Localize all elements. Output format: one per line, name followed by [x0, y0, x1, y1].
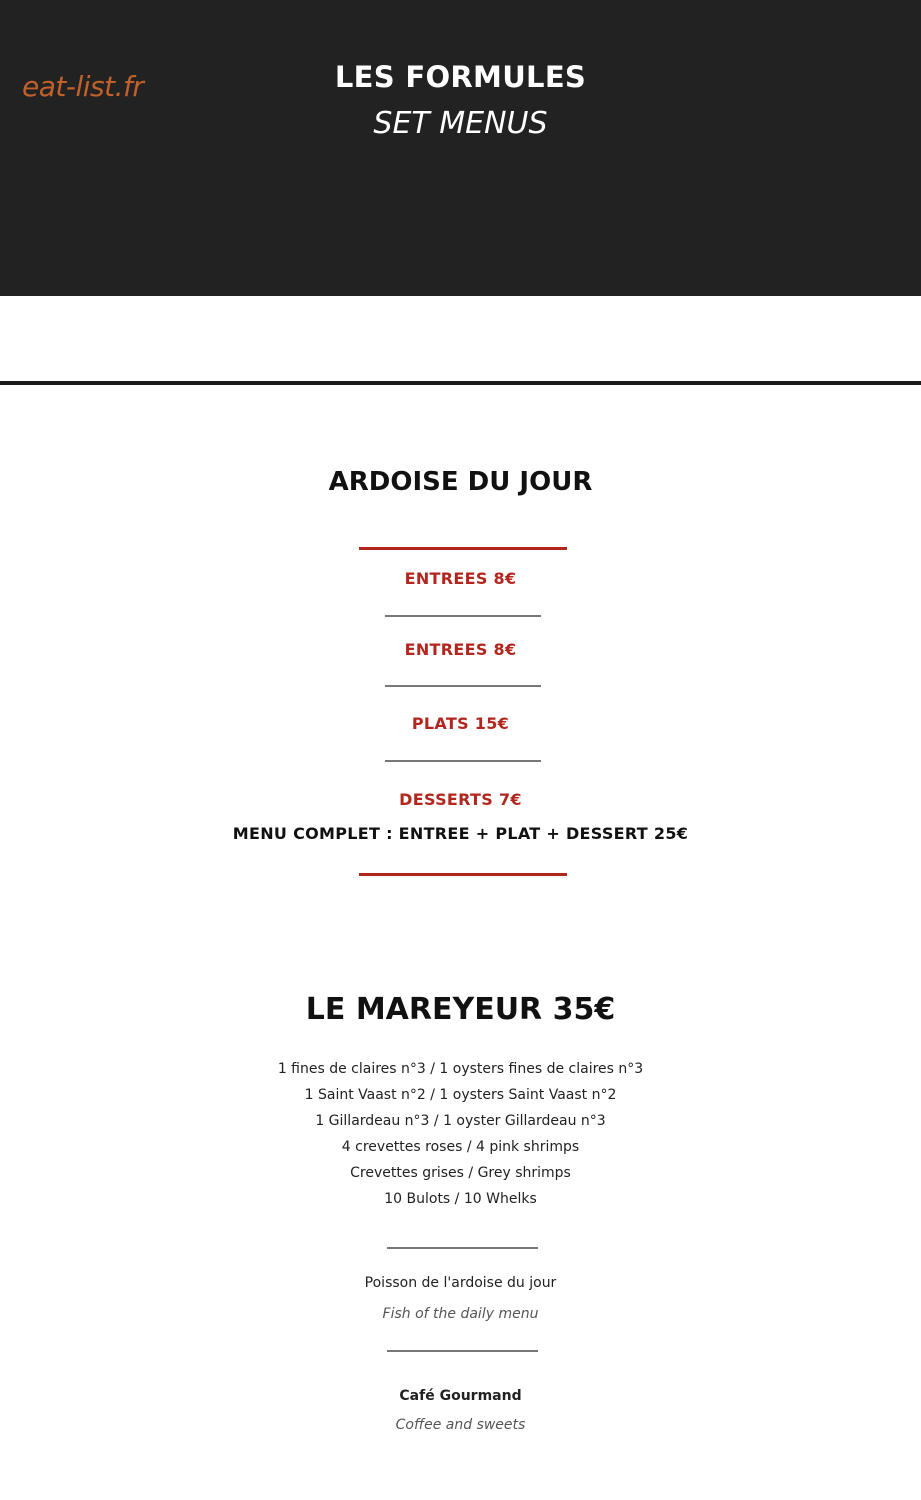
ardoise-title: ARDOISE DU JOUR: [328, 467, 593, 497]
desserts-label: DESSERTS 7€: [399, 790, 522, 809]
watermark-logo: eat-list.fr: [22, 70, 144, 103]
red-divider-top: [359, 547, 567, 550]
grey-divider: [387, 1247, 538, 1249]
red-divider-bottom: [359, 873, 567, 876]
grey-divider: [385, 615, 541, 617]
mareyeur-item: 10 Bulots / 10 Whelks: [384, 1191, 537, 1207]
grey-divider: [385, 685, 541, 687]
mareyeur-item: 4 crevettes roses / 4 pink shrimps: [341, 1139, 580, 1155]
mareyeur-item: 1 fines de claires n°3 / 1 oysters fines de claires n°3: [277, 1061, 644, 1077]
grey-divider: [385, 760, 541, 762]
poisson-label: Poisson de l'ardoise du jour: [364, 1275, 557, 1291]
poisson-translation: Fish of the daily menu: [382, 1306, 539, 1322]
mareyeur-item: 1 Gillardeau n°3 / 1 oyster Gillardeau n°3: [315, 1113, 606, 1129]
page-title: LES FORMULES: [334, 60, 587, 94]
menu-complet-label: MENU COMPLET : ENTREE + PLAT + DESSERT 25€: [232, 824, 689, 843]
page-header: [0, 0, 921, 296]
cafe-translation: Coffee and sweets: [395, 1417, 526, 1433]
page-subtitle: SET MENUS: [373, 106, 548, 141]
grey-divider: [387, 1350, 538, 1352]
mareyeur-item: Crevettes grises / Grey shrimps: [350, 1165, 571, 1181]
section-divider: [0, 381, 921, 385]
plats-label: PLATS 15€: [411, 714, 510, 733]
mareyeur-item: 1 Saint Vaast n°2 / 1 oysters Saint Vaast n°2: [304, 1087, 617, 1103]
entrees-label-2: ENTREES 8€: [404, 640, 517, 659]
cafe-label: Café Gourmand: [399, 1388, 522, 1404]
entrees-label: ENTREES 8€: [404, 569, 517, 588]
mareyeur-title: LE MAREYEUR 35€: [305, 992, 616, 1027]
